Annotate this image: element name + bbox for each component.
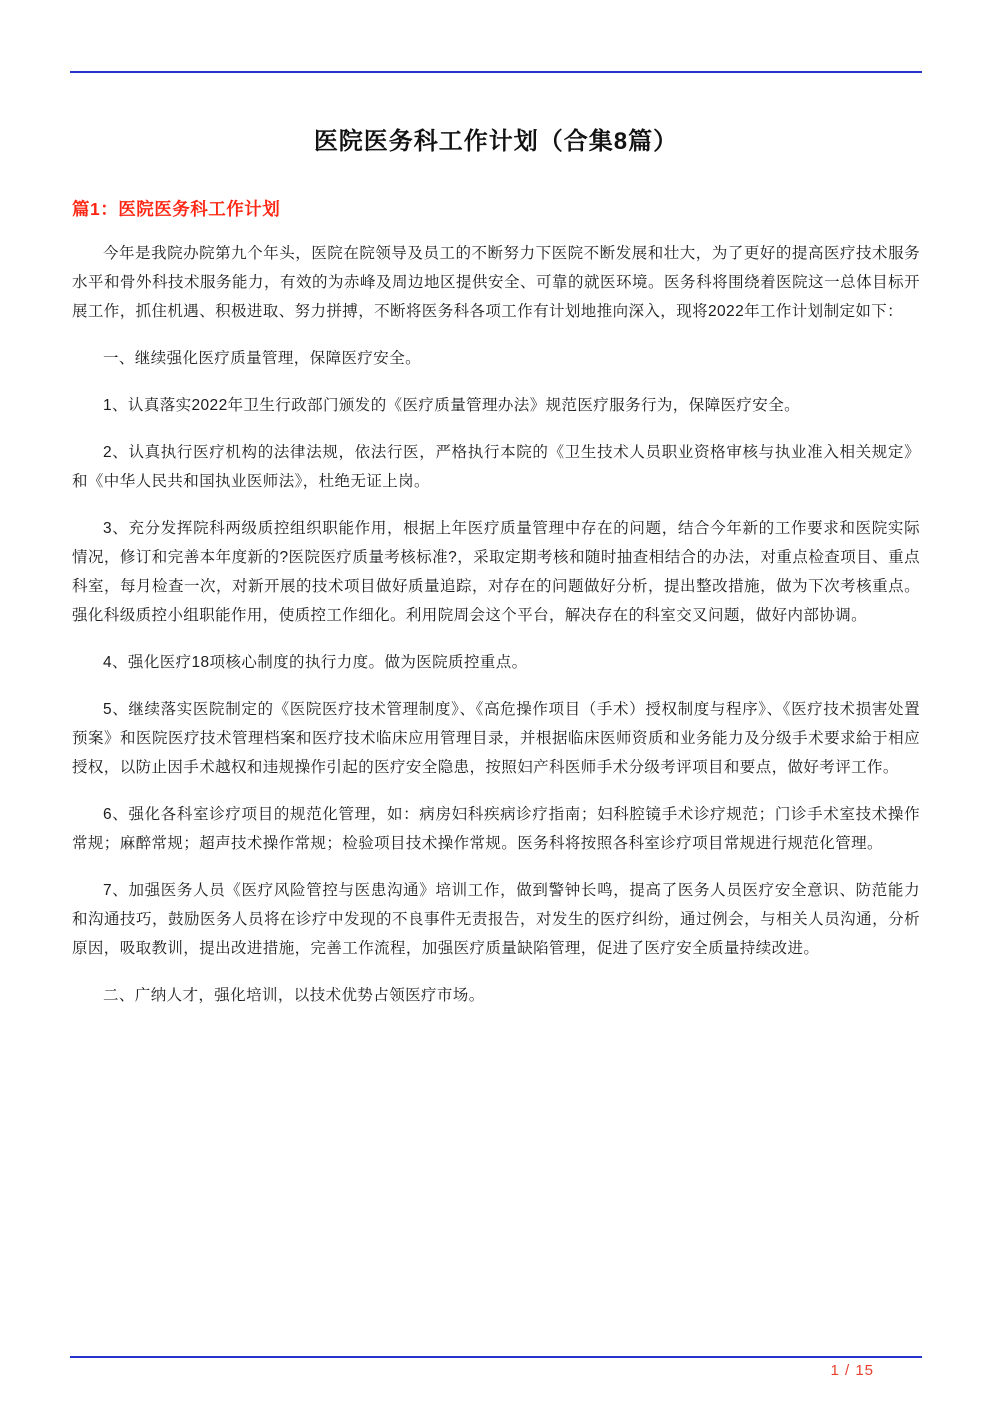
- paragraph: 4、强化医疗18项核心制度的执行力度。做为医院质控重点。: [103, 654, 528, 671]
- document-title: 医院医务科工作计划（合集8篇）: [313, 128, 679, 155]
- section-heading: 篇1：医院医务科工作计划: [72, 199, 281, 219]
- paragraph: 7、加强医务人员《医疗风险管控与医患沟通》培训工作，做到警钟长鸣，提高了医务人员医疗安全意识、防范能力和沟通技巧，鼓励医务人员将在诊疗中发现的不良事件无责报告，对发生的医疗纠纷，通过例会，与相关人员沟通，分析原因，吸取教训，提出改进措施，完善工作流程，加强医疗质量缺陷管理，促进了医疗安全质量持续改进。: [72, 882, 920, 957]
- paragraph: 5、继续落实医院制定的《医院医疗技术管理制度》、《高危操作项目（手术）授权制度与程序》、《医疗技术损害处置预案》和医院医疗技术管理档案和医疗技术临床应用管理目录，并根据临床医师资质和业务能力及分级手术要求給于相应授权，以防止因手术越权和违规操作引起的医疗安全隐患，按照妇产科医师手术分级考评项目和要点，做好考评工作。: [72, 701, 920, 776]
- document-content: [72, 73, 920, 1010]
- paragraph: 二、广纳人才，强化培训，以技术优势占领医疗市场。: [103, 987, 485, 1004]
- paragraph: 今年是我院办院第九个年头，医院在院领导及员工的不断努力下医院不断发展和壮大，为了更好的提高医疗技术服务水平和骨外科技术服务能力，有效的为赤峰及周边地区提供安全、可靠的就医环境。医务科将围绕着医院这一总体目标开展工作，抓住机遇、积极进取、努力拼搏，不断将医务科各项工作有计划地推向深入，现将2022年工作计划制定如下：: [72, 245, 920, 320]
- footer-rule: [70, 1356, 922, 1358]
- paragraph: 6、强化各科室诊疗项目的规范化管理，如：病房妇科疾病诊疗指南；妇科腔镜手术诊疗规范；门诊手术室技术操作常规；麻醉常规；超声技术操作常规；检验项目技术操作常规。医务科将按照各科室诊疗项目常规进行规范化管理。: [72, 806, 920, 852]
- paragraph: 一、继续强化医疗质量管理，保障医疗安全。: [103, 350, 422, 367]
- paragraph: 1、认真落实2022年卫生行政部门颁发的《医疗质量管理办法》规范医疗服务行为，保障医疗安全。: [103, 397, 801, 414]
- paragraph: 3、充分发挥院科两级质控组织职能作用，根据上年医疗质量管理中存在的问题，结合今年新的工作要求和医院实际情况，修订和完善本年度新的?医院医疗质量考核标准?，采取定期考核和随时抽查相结合的办法，对重点检查项目、重点科室，每月检查一次，对新开展的技术项目做好质量追踪，对存在的问题做好分析，提出整改措施，做为下次考核重点。强化科级质控小组职能作用，使质控工作细化。利用院周会这个平台，解决存在的科室交叉问题，做好内部协调。: [72, 520, 920, 624]
- document-body: [72, 239, 920, 1010]
- page-number: 1 / 15: [830, 1362, 874, 1379]
- paragraph: 2、认真执行医疗机构的法律法规，依法行医，严格执行本院的《卫生技术人员职业资格审核与执业准入相关规定》和《中华人民共和国执业医师法》，杜绝无证上岗。: [72, 444, 920, 490]
